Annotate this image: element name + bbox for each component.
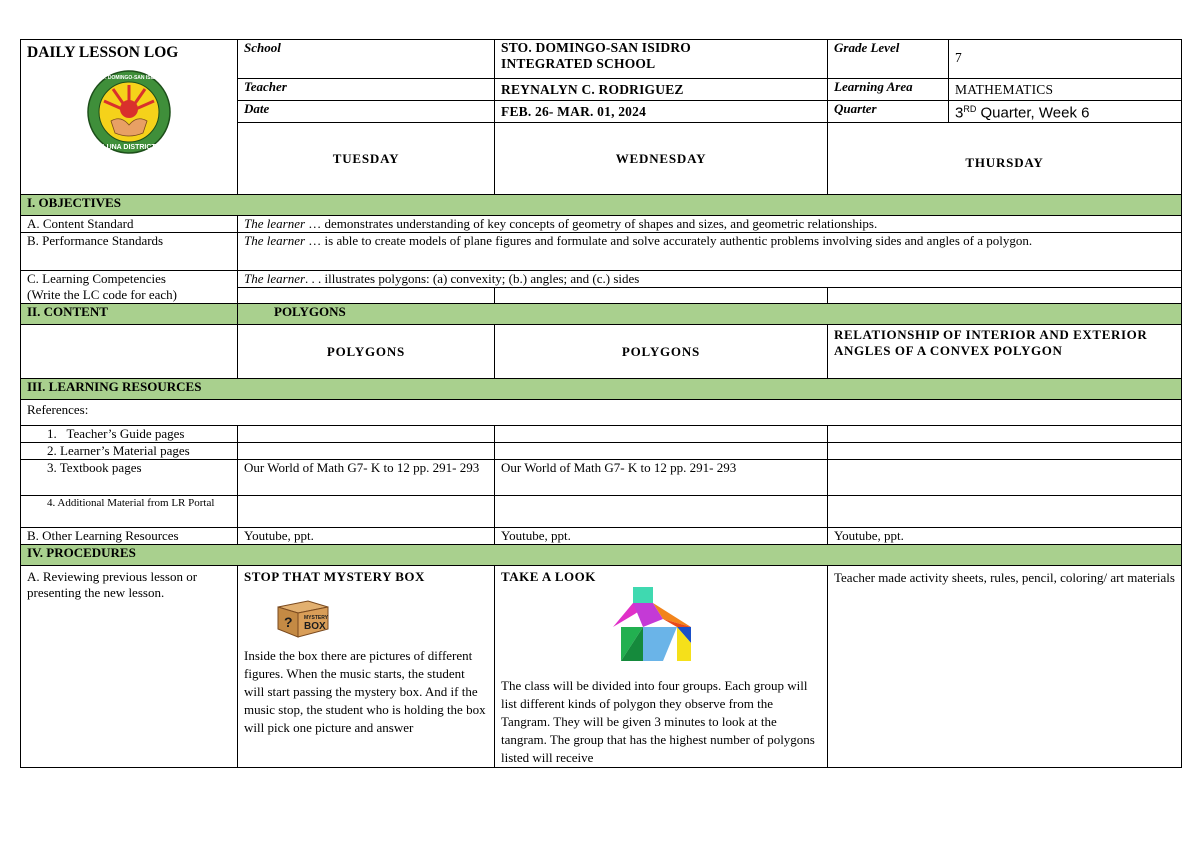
date-label: Date [244,101,270,116]
day-header-tuesday: TUESDAY [238,123,495,195]
references-label: References: [21,400,1182,426]
school-value-cell [495,40,828,79]
lm-pages-wednesday [495,443,828,460]
mystery-box-title: STOP THAT MYSTERY BOX [244,569,425,584]
area-value-cell [949,79,1182,101]
take-a-look-title: TAKE A LOOK [501,569,596,584]
section-objectives: I. OBJECTIVES [21,195,1182,216]
area-label: Learning Area [834,79,913,94]
content-standard-lead: The learner [244,216,306,231]
content-wednesday: POLYGONS [495,325,828,379]
tg-pages-wednesday [495,426,828,443]
content-standard-label: A. Content Standard [21,216,238,233]
lm-pages-thursday [828,443,1182,460]
procedure-a-wednesday [495,566,828,768]
textbook-pages-tuesday: Our World of Math G7- K to 12 pp. 291- 293 [238,460,495,496]
tg-pages-thursday [828,426,1182,443]
tg-pages-label-cell [21,426,238,443]
other-resources-thursday: Youtube, ppt. [828,528,1182,545]
teacher-value: REYNALYN C. RODRIGUEZ [501,82,684,97]
quarter-number: 3 [955,104,964,122]
date-label-cell [238,101,495,123]
day-header-wednesday: WEDNESDAY [495,123,828,195]
mystery-box-text: Inside the box there are pictures of different figures. When the music starts, the student will start passing the mystery box. And if the music stop, the student who is holding the box will pick one picture and answer [244,648,486,735]
competency-cell [238,271,1182,288]
performance-standard-lead: The learner [244,233,306,248]
tg-pages-label: Teacher’s Guide pages [66,426,185,441]
quarter-label: Quarter [834,101,877,116]
teacher-label-cell [238,79,495,101]
school-label: School [244,40,281,55]
area-value: MATHEMATICS [955,82,1054,97]
school-logo [27,61,231,159]
performance-standard-label: B. Performance Standards [21,233,238,271]
additional-material-wednesday [495,496,828,528]
mystery-box-icon [274,593,332,639]
lesson-log-table [20,39,1182,768]
textbook-pages-wednesday: Our World of Math G7- K to 12 pp. 291- 293 [495,460,828,496]
logo-top-text: STO. DOMINGO-SAN ISIDRO [94,75,164,81]
quarter-value-cell [949,101,1182,123]
competency-label-cell [21,271,238,304]
grade-label-cell [828,40,949,79]
grade-label: Grade Level [834,40,900,55]
content-tuesday: POLYGONS [238,325,495,379]
school-seal-icon [83,69,175,155]
title-logo-cell [21,40,238,195]
content-empty-cell [21,325,238,379]
school-value-line-2: INTEGRATED SCHOOL [501,56,656,71]
quarter-text: Quarter, Week 6 [976,104,1090,122]
school-label-cell [238,40,495,79]
logo-bottom-text: LUNA DISTRICT [102,144,156,151]
day-header-thursday: THURSDAY [828,123,1182,195]
mystery-question-mark: ? [284,614,293,630]
procedure-a-thursday: Teacher made activity sheets, rules, pencil, coloring/ art materials [828,566,1182,768]
date-value-cell [495,101,828,123]
content-topic: POLYGONS [238,304,1182,325]
tg-pages-number: 1. [47,426,57,441]
tg-pages-tuesday [238,426,495,443]
competency-lead: The learner [244,271,306,286]
grade-value-cell [949,40,1182,79]
lm-pages-label: 2. Learner’s Material pages [21,443,238,460]
content-standard-cell [238,216,1182,233]
section-procedures: IV. PROCEDURES [21,545,1182,566]
competency-sublabel: (Write the LC code for each) [27,287,177,302]
daily-lesson-log-sheet [20,39,1181,768]
take-a-look-text: The class will be divided into four groups. Each group will list different kinds of polygon they observe from the Tangram. They will be given 3 minutes to look at the tangram. The group that has the highest number of polygons listed will receive [501,678,815,765]
lc-code-thursday [828,288,1182,304]
lc-code-wednesday [495,288,828,304]
textbook-pages-thursday [828,460,1182,496]
mystery-label-word: MYSTERY [304,615,328,621]
performance-standard-text: … is able to create models of plane figures and formulate and solve accurately authentic problems involving sides and angles of a polygon. [305,233,1033,248]
additional-material-thursday [828,496,1182,528]
lc-code-tuesday [238,288,495,304]
box-label-word: BOX [304,621,326,632]
competency-text: . . . illustrates polygons: (a) convexity; (b.) angles; and (c.) sides [305,271,640,286]
tangram-house-icon [613,587,697,663]
performance-standard-cell [238,233,1182,271]
other-resources-tuesday: Youtube, ppt. [238,528,495,545]
section-content: II. CONTENT [21,304,238,325]
lm-pages-tuesday [238,443,495,460]
additional-material-tuesday [238,496,495,528]
teacher-label: Teacher [244,79,287,94]
area-label-cell [828,79,949,101]
section-learning-resources: III. LEARNING RESOURCES [21,379,1182,400]
textbook-pages-label: 3. Textbook pages [21,460,238,496]
other-resources-wednesday: Youtube, ppt. [495,528,828,545]
competency-label: C. Learning Competencies [27,271,166,286]
school-value-line-1: STO. DOMINGO-SAN ISIDRO [501,40,692,55]
date-value: FEB. 26- MAR. 01, 2024 [501,104,647,119]
procedure-a-label: A. Reviewing previous lesson or presenting the new lesson. [21,566,238,768]
additional-material-label: 4. Additional Material from LR Portal [21,496,238,528]
page-title: DAILY LESSON LOG [27,44,179,61]
other-resources-label: B. Other Learning Resources [21,528,238,545]
content-thursday: RELATIONSHIP OF INTERIOR AND EXTERIOR ANGLES OF A CONVEX POLYGON [828,325,1182,379]
grade-value: 7 [955,50,962,65]
teacher-value-cell [495,79,828,101]
quarter-label-cell [828,101,949,123]
quarter-superscript: RD [963,104,977,114]
procedure-a-tuesday [238,566,495,768]
content-standard-text: … demonstrates understanding of key concepts of geometry of shapes and sizes, and geometric relationships. [305,216,878,231]
